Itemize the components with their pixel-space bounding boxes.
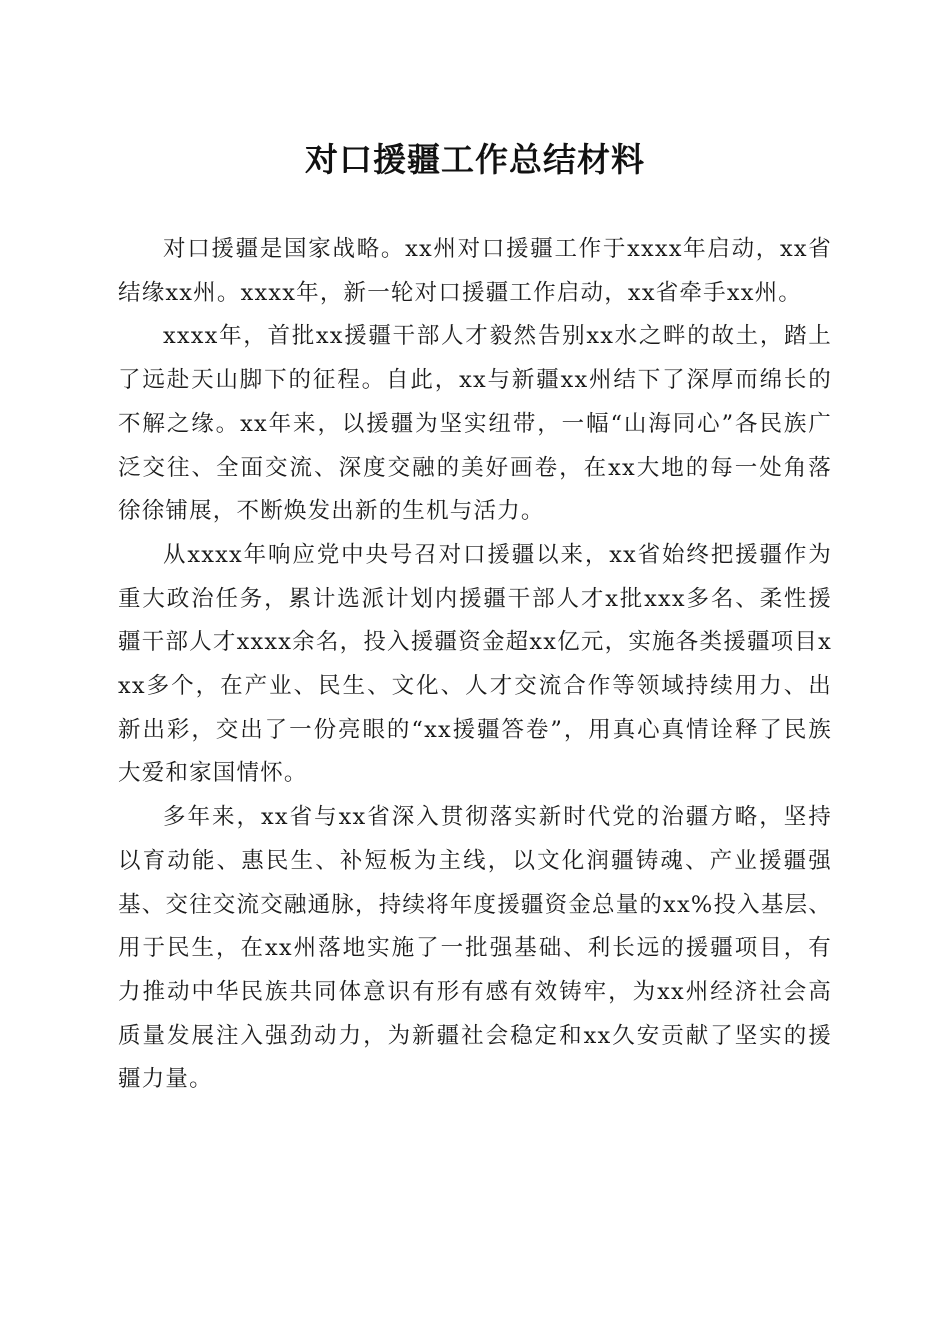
document-body: [118, 228, 832, 1102]
paragraph-3: 从xxxx年响应党中央号召对口援疆以来，xx省始终把援疆作为重大政治任务，累计选派计划内援疆干部人才x批xxx多名、柔性援疆干部人才xxxx余名，投入援疆资金超xx亿元，实施各类援疆项目xxx多个，在产业、民生、文化、人才交流合作等领域持续用力、出新出彩，交出了一份亮眼的“xx援疆答卷”，用真心真情诠释了民族大爱和家国情怀。: [118, 541, 832, 787]
document-title: 对口援疆工作总结材料: [305, 140, 645, 179]
paragraph-1: 对口援疆是国家战略。xx州对口援疆工作于xxxx年启动，xx省结缘xx州。xxxx年，新一轮对口援疆工作启动，xx省牵手xx州。: [118, 236, 832, 306]
paragraph-2: xxxx年，首批xx援疆干部人才毅然告别xx水之畔的故土，踏上了远赴天山脚下的征程。自此，xx与新疆xx州结下了深厚而绵长的不解之缘。xx年来，以援疆为坚实纽带，一幅“山海同心”各民族广泛交往、全面交流、深度交融的美好画卷，在xx大地的每一处角落徐徐铺展，不断焕发出新的生机与活力。: [118, 323, 832, 525]
paragraph-4: 多年来，xx省与xx省深入贯彻落实新时代党的治疆方略，坚持以育动能、惠民生、补短板为主线，以文化润疆铸魂、产业援疆强基、交往交流交融通脉，持续将年度援疆资金总量的xx%投入基层、用于民生，在xx州落地实施了一批强基础、利长远的援疆项目，有力推动中华民族共同体意识有形有感有效铸牢，为xx州经济社会高质量发展注入强劲动力，为新疆社会稳定和xx久安贡献了坚实的援疆力量。: [118, 804, 832, 1093]
